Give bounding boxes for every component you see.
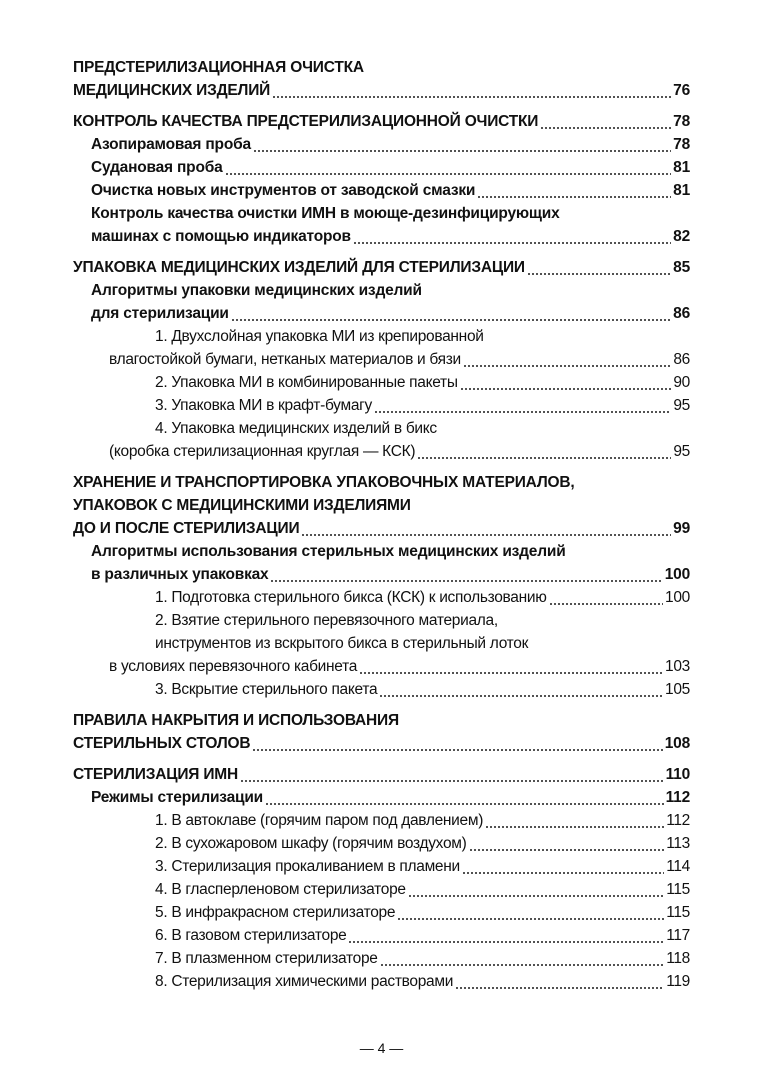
toc-page-number: 85 [673,259,690,276]
toc-entry-line [91,133,690,156]
page-number: — 4 — [359,1040,404,1056]
toc-section[interactable] [73,256,690,279]
toc-section[interactable] [73,56,690,102]
toc-title: 7. В плазменном стерилизаторе [155,950,378,967]
toc-subsection[interactable] [73,786,690,809]
dot-leader [417,440,671,463]
toc-title-line: Алгоритмы использования стерильных медицинских изделий [91,543,566,560]
toc-section[interactable] [73,709,690,755]
toc-item[interactable] [73,924,690,947]
toc-section[interactable] [73,763,690,786]
toc-entry-line [73,763,690,786]
toc-item[interactable] [73,970,690,993]
toc-item[interactable] [73,678,690,701]
toc-subsection[interactable] [73,179,690,202]
toc-title: 3. Стерилизация прокаливанием в пламени [155,858,460,875]
toc-title: 1. В автоклаве (горячим паром под давлением) [155,812,484,829]
section-gap [73,755,690,763]
toc-subsection[interactable] [73,540,690,586]
dot-leader [540,110,671,133]
toc-item[interactable] [73,878,690,901]
toc-title: 3. Вскрытие стерильного пакета [155,681,378,698]
dot-leader [380,947,665,970]
dot-leader [462,855,664,878]
dot-leader [270,563,662,586]
toc-page-number: 115 [666,904,690,921]
toc-title: ДО И ПОСЛЕ СТЕРИЛИЗАЦИИ [73,520,300,537]
dot-leader [463,348,671,371]
toc-entry-line [73,970,690,993]
toc-entry-line [73,256,690,279]
toc-title-line: Контроль качества очистки ИМН в моюще-дезинфицирующих [91,205,560,222]
toc-item[interactable] [73,832,690,855]
toc-page-number: 105 [665,681,690,698]
toc-entry-line [73,348,690,371]
toc-page-number: 99 [673,520,690,537]
toc-title: 8. Стерилизация химическими растворами [155,973,454,990]
toc-title: Очистка новых инструментов от заводской смазки [91,182,476,199]
toc-entry-line [73,901,690,924]
dot-leader [549,586,663,609]
dot-leader [460,371,672,394]
toc-entry-line [73,732,690,755]
toc-entry-line [73,371,690,394]
toc-page-number: 78 [673,136,690,153]
toc-entry-line [91,225,690,248]
toc-title: в условиях перевязочного кабинета [109,658,358,675]
toc-page-number: 82 [673,228,690,245]
toc-page-number: 81 [673,159,690,176]
toc-title-line: Алгоритмы упаковки медицинских изделий [91,282,422,299]
toc-entry-line [73,79,690,102]
toc-title: в различных упаковках [91,566,269,583]
toc-entry-line [73,440,690,463]
dot-leader [527,256,671,279]
section-gap [73,102,690,110]
toc-page-number: 103 [665,658,690,675]
toc-title-line: 2. Взятие стерильного перевязочного материала, [155,612,498,629]
dot-leader [253,133,671,156]
toc-title: Азопирамовая проба [91,136,251,153]
toc-page-number: 76 [673,82,690,99]
dot-leader [408,878,664,901]
toc-section[interactable] [73,471,690,540]
toc-title: 4. В гласперленовом стерилизаторе [155,881,406,898]
toc-item[interactable] [73,394,690,417]
section-gap [73,248,690,256]
toc-page-number: 114 [666,858,690,875]
dot-leader [240,763,664,786]
section-gap [73,701,690,709]
toc-entry-line [91,156,690,179]
toc-title: влагостойкой бумаги, нетканых материалов и бязи [109,351,461,368]
toc-entry-line [73,110,690,133]
toc-entry-line [73,517,690,540]
toc-page-number: 100 [665,589,690,606]
toc-page-number: 119 [666,973,690,990]
toc-title: МЕДИЦИНСКИХ ИЗДЕЛИЙ [73,82,271,99]
toc-entry-line [73,655,690,678]
toc-title: для стерилизации [91,305,229,322]
toc-page-number: 81 [673,182,690,199]
toc-item[interactable] [73,417,690,463]
toc-entry-line [91,302,690,325]
toc-entry-line [73,832,690,855]
toc-section[interactable] [73,110,690,133]
toc-entry-line [73,878,690,901]
dot-leader [272,79,671,102]
table-of-contents [73,56,690,993]
toc-title: 2. В сухожаровом шкафу (горячим воздухом) [155,835,467,852]
toc-subsection[interactable] [73,202,690,248]
toc-page-number: 115 [666,881,690,898]
toc-page-number: 78 [673,113,690,130]
toc-title: 6. В газовом стерилизаторе [155,927,347,944]
toc-title: УПАКОВКА МЕДИЦИНСКИХ ИЗДЕЛИЙ ДЛЯ СТЕРИЛИЗАЦИИ [73,259,525,276]
toc-title: 3. Упаковка МИ в крафт-бумагу [155,397,372,414]
toc-page-number: 118 [666,950,690,967]
dot-leader [252,732,662,755]
toc-item[interactable] [73,325,690,371]
toc-item[interactable] [73,947,690,970]
dot-leader [485,809,664,832]
dot-leader [397,901,664,924]
toc-title-line: ХРАНЕНИЕ И ТРАНСПОРТИРОВКА УПАКОВОЧНЫХ МАТЕРИАЛОВ, [73,474,575,491]
dot-leader [374,394,671,417]
toc-entry-line [91,563,690,586]
toc-item[interactable] [73,809,690,832]
toc-title-line: ПРАВИЛА НАКРЫТИЯ И ИСПОЛЬЗОВАНИЯ [73,712,399,729]
dot-leader [469,832,665,855]
toc-title: (коробка стерилизационная круглая — КСК) [109,443,416,460]
dot-leader [348,924,664,947]
toc-page-number: 117 [666,927,690,944]
toc-title-line: 4. Упаковка медицинских изделий в бикс [155,420,437,437]
toc-subsection[interactable] [73,133,690,156]
toc-page-number: 113 [666,835,690,852]
toc-title: СТЕРИЛИЗАЦИЯ ИМН [73,766,238,783]
toc-entry-line [73,586,690,609]
dot-leader [301,517,671,540]
toc-page-number: 112 [665,789,690,806]
dot-leader [477,179,671,202]
dot-leader [359,655,663,678]
toc-page-number: 108 [664,735,690,752]
toc-title-line: 1. Двухслойная упаковка МИ из крепированной [155,328,484,345]
toc-entry-line [91,786,690,809]
toc-item[interactable] [73,609,690,678]
toc-page-number: 86 [673,305,690,322]
toc-title: КОНТРОЛЬ КАЧЕСТВА ПРЕДСТЕРИЛИЗАЦИОННОЙ ОЧИСТКИ [73,113,539,130]
toc-entry-line [73,809,690,832]
dot-leader [265,786,664,809]
toc-item[interactable] [73,586,690,609]
toc-item[interactable] [73,855,690,878]
toc-page-number: 95 [673,397,690,414]
toc-page-number: 90 [673,374,690,391]
toc-title-line: инструментов из вскрытого бикса в стерильный лоток [155,635,529,652]
toc-title: СТЕРИЛЬНЫХ СТОЛОВ [73,735,251,752]
dot-leader [225,156,672,179]
toc-page-number: 112 [666,812,690,829]
toc-title-line: ПРЕДСТЕРИЛИЗАЦИОННАЯ ОЧИСТКА [73,59,364,76]
toc-entry-line [73,855,690,878]
toc-title: Судановая проба [91,159,223,176]
toc-item[interactable] [73,901,690,924]
toc-entry-line [73,947,690,970]
toc-subsection[interactable] [73,156,690,179]
toc-entry-line [73,394,690,417]
toc-entry-line [91,179,690,202]
toc-page-number: 100 [664,566,690,583]
toc-title: 2. Упаковка МИ в комбинированные пакеты [155,374,458,391]
toc-entry-line [73,924,690,947]
toc-entry-line [73,678,690,701]
toc-page-number: 86 [673,351,690,368]
section-gap [73,463,690,471]
toc-subsection[interactable] [73,279,690,325]
toc-title: машинах с помощью индикаторов [91,228,351,245]
toc-page-number: 110 [665,766,690,783]
dot-leader [353,225,671,248]
toc-item[interactable] [73,371,690,394]
dot-leader [455,970,664,993]
toc-title: Режимы стерилизации [91,789,264,806]
toc-title: 1. Подготовка стерильного бикса (КСК) к использованию [155,589,547,606]
toc-page-number: 95 [673,443,690,460]
toc-title: 5. В инфракрасном стерилизаторе [155,904,396,921]
dot-leader [379,678,663,701]
dot-leader [231,302,671,325]
toc-title-line: УПАКОВОК С МЕДИЦИНСКИМИ ИЗДЕЛИЯМИ [73,497,411,514]
